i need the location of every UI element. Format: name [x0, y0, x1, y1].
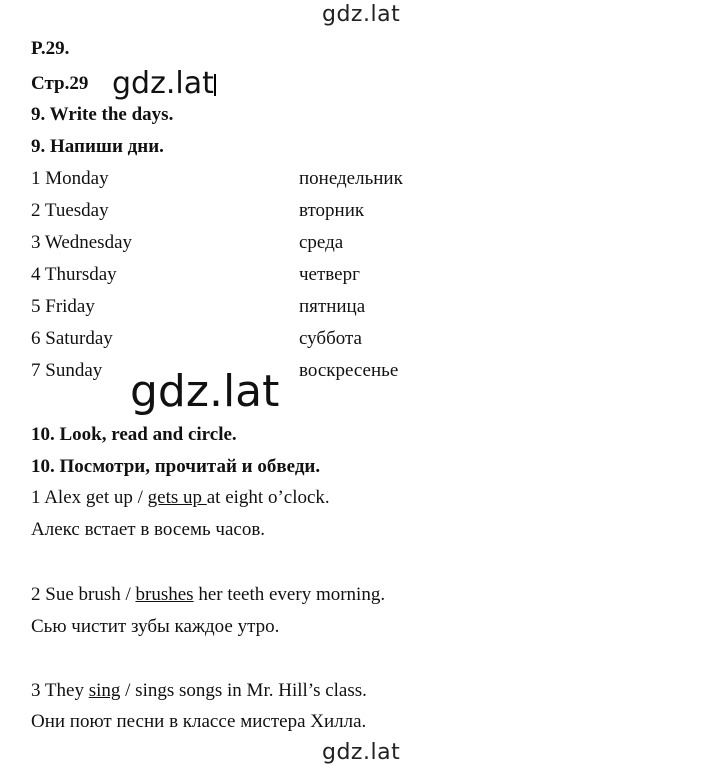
day-en: 7 Sunday: [31, 360, 103, 381]
ex10-item-ru: Алекс встает в восемь часов.: [31, 519, 266, 540]
ex10-item-post: / sings songs in Mr. Hill’s class.: [120, 680, 367, 701]
day-ru: пятница: [299, 296, 366, 317]
ex10-item-ru: Сью чистит зубы каждое утро.: [31, 616, 280, 637]
ex10-item: [31, 680, 367, 702]
day-en: 2 Tuesday: [31, 200, 109, 221]
day-en: 1 Monday: [31, 168, 109, 189]
ex9-title-ru: 9. Напиши дни.: [31, 136, 164, 157]
watermark-mid: gdz.lat: [112, 66, 214, 101]
ex10-item-pre: 1 Alex get up /: [31, 487, 148, 508]
day-en: 4 Thursday: [31, 264, 117, 285]
day-en: 3 Wednesday: [31, 232, 133, 253]
page-number: P.29.: [31, 38, 70, 59]
ex10-title-en: 10. Look, read and circle.: [31, 424, 237, 445]
day-ru: воскресенье: [299, 360, 399, 381]
watermark-bottom: gdz.lat: [322, 740, 401, 765]
day-ru: вторник: [299, 200, 365, 221]
ex10-item-post: her teeth every morning.: [193, 584, 386, 605]
ex10-item: [31, 584, 385, 606]
watermark-big: gdz.lat: [130, 366, 280, 417]
page-str: Стр.29: [31, 73, 89, 94]
day-ru: понедельник: [299, 168, 403, 189]
ex10-title-ru: 10. Посмотри, прочитай и обведи.: [31, 456, 321, 477]
ex10-item-pre: 3 They: [31, 680, 89, 701]
day-ru: среда: [299, 232, 344, 253]
ex9-title-en: 9. Write the days.: [31, 104, 174, 125]
watermark-top: gdz.lat: [322, 2, 401, 27]
ex10-item: [31, 487, 330, 509]
text-cursor: [214, 74, 216, 96]
ex10-item-choice: gets up: [147, 487, 207, 508]
ex10-item-choice: sing: [88, 680, 121, 701]
day-ru: четверг: [299, 264, 360, 285]
day-en: 5 Friday: [31, 296, 95, 317]
ex10-item-choice: brushes: [135, 584, 194, 605]
day-ru: суббота: [299, 328, 362, 349]
day-en: 6 Saturday: [31, 328, 113, 349]
ex10-item-pre: 2 Sue brush /: [31, 584, 136, 605]
ex10-item-post: at eight o’clock.: [206, 487, 330, 508]
ex10-item-ru: Они поют песни в классе мистера Хилла.: [31, 711, 367, 732]
